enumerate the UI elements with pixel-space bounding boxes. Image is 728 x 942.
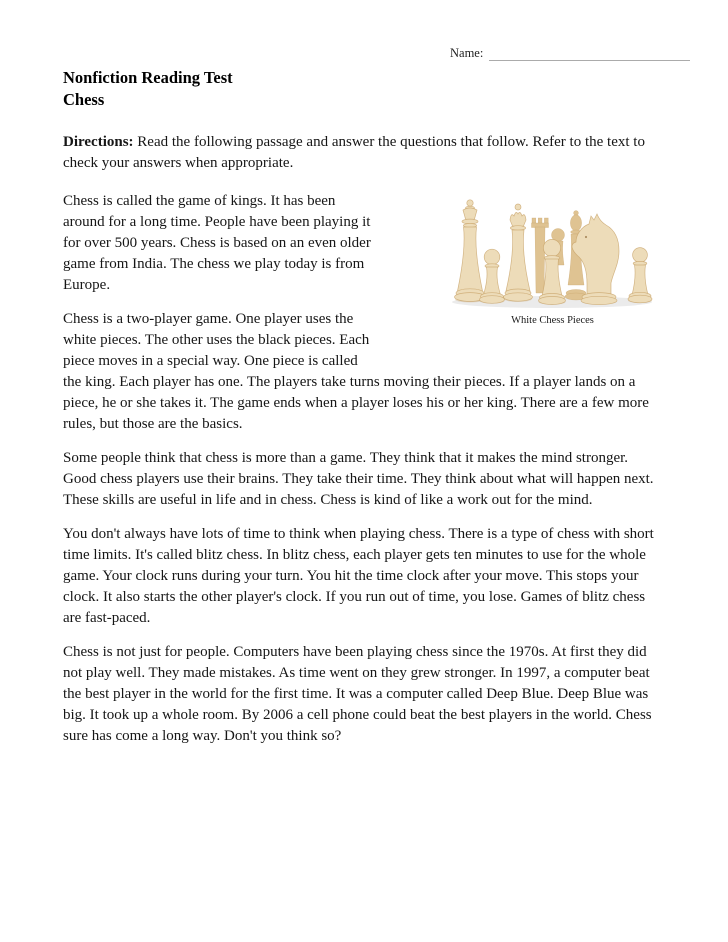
passage-paragraph-4: You don't always have lots of time to think when playing chess. There is a type of chess with short time limits. It's called blitz chess. In blitz chess, each player gets ten minutes to use for the whole game. Your clock runs during your turn. You hit the time clock after your move. This stops your clock. It also starts the other player's clock. If you run out of time, you lose. Games of blitz chess are fast-paced. <box>63 526 654 626</box>
directions-text: Read the following passage and answer the questions that follow. Refer to the text to check your answers when appropriate. <box>63 134 645 171</box>
name-label: Name: <box>450 46 484 60</box>
passage-paragraph-1: Chess is called the game of kings. It has been around for a long time. People have been playing it for over 500 years. Chess is based on an even older game from India. The chess we play today is from Europe. <box>63 193 371 293</box>
title-block <box>63 67 665 111</box>
king-piece <box>455 200 486 303</box>
directions-label: Directions: <box>63 134 134 150</box>
passage-paragraph-5: Chess is not just for people. Computers have been playing chess since the 1970s. At first they did not play well. They made mistakes. As time went on they grew stronger. In 1997, a computer beat the best player in the world for the first time. It was a computer called Deep Blue. Deep Blue was big. It took up a whole room. By 2006 a cell phone could beat the best players in the world. Chess sure has come a long way. Don't you think so? <box>63 644 652 744</box>
passage-paragraph-2: Chess is a two-player game. One player uses the white pieces. The other uses the black pieces. Each piece moves in a special way. One piece is called the king. Each player has one. The players take turns moving their pieces. If a player lands on a piece, he or she takes it. The game ends when a player loses his or her king. There are a few more rules, but those are the basics. <box>63 311 649 432</box>
passage <box>63 191 665 747</box>
figure-caption: White Chess Pieces <box>511 315 594 326</box>
white-chess-pieces-image <box>440 193 665 311</box>
page-subtitle: Chess <box>63 90 105 109</box>
page-title: Nonfiction Reading Test <box>63 68 233 87</box>
pawn-piece-right <box>628 248 652 304</box>
name-row <box>450 46 690 61</box>
chess-figure <box>378 193 665 327</box>
passage-paragraph-3: Some people think that chess is more than a game. They think that it makes the mind stronger. Good chess players use their brains. They take their time. They think about what will happen next. These skills are useful in life and in chess. Chess is kind of like a work out for the mind. <box>63 450 654 508</box>
queen-piece <box>504 204 533 302</box>
pawn-piece-left <box>480 249 505 303</box>
directions <box>63 132 665 174</box>
name-blank-line <box>489 48 690 61</box>
